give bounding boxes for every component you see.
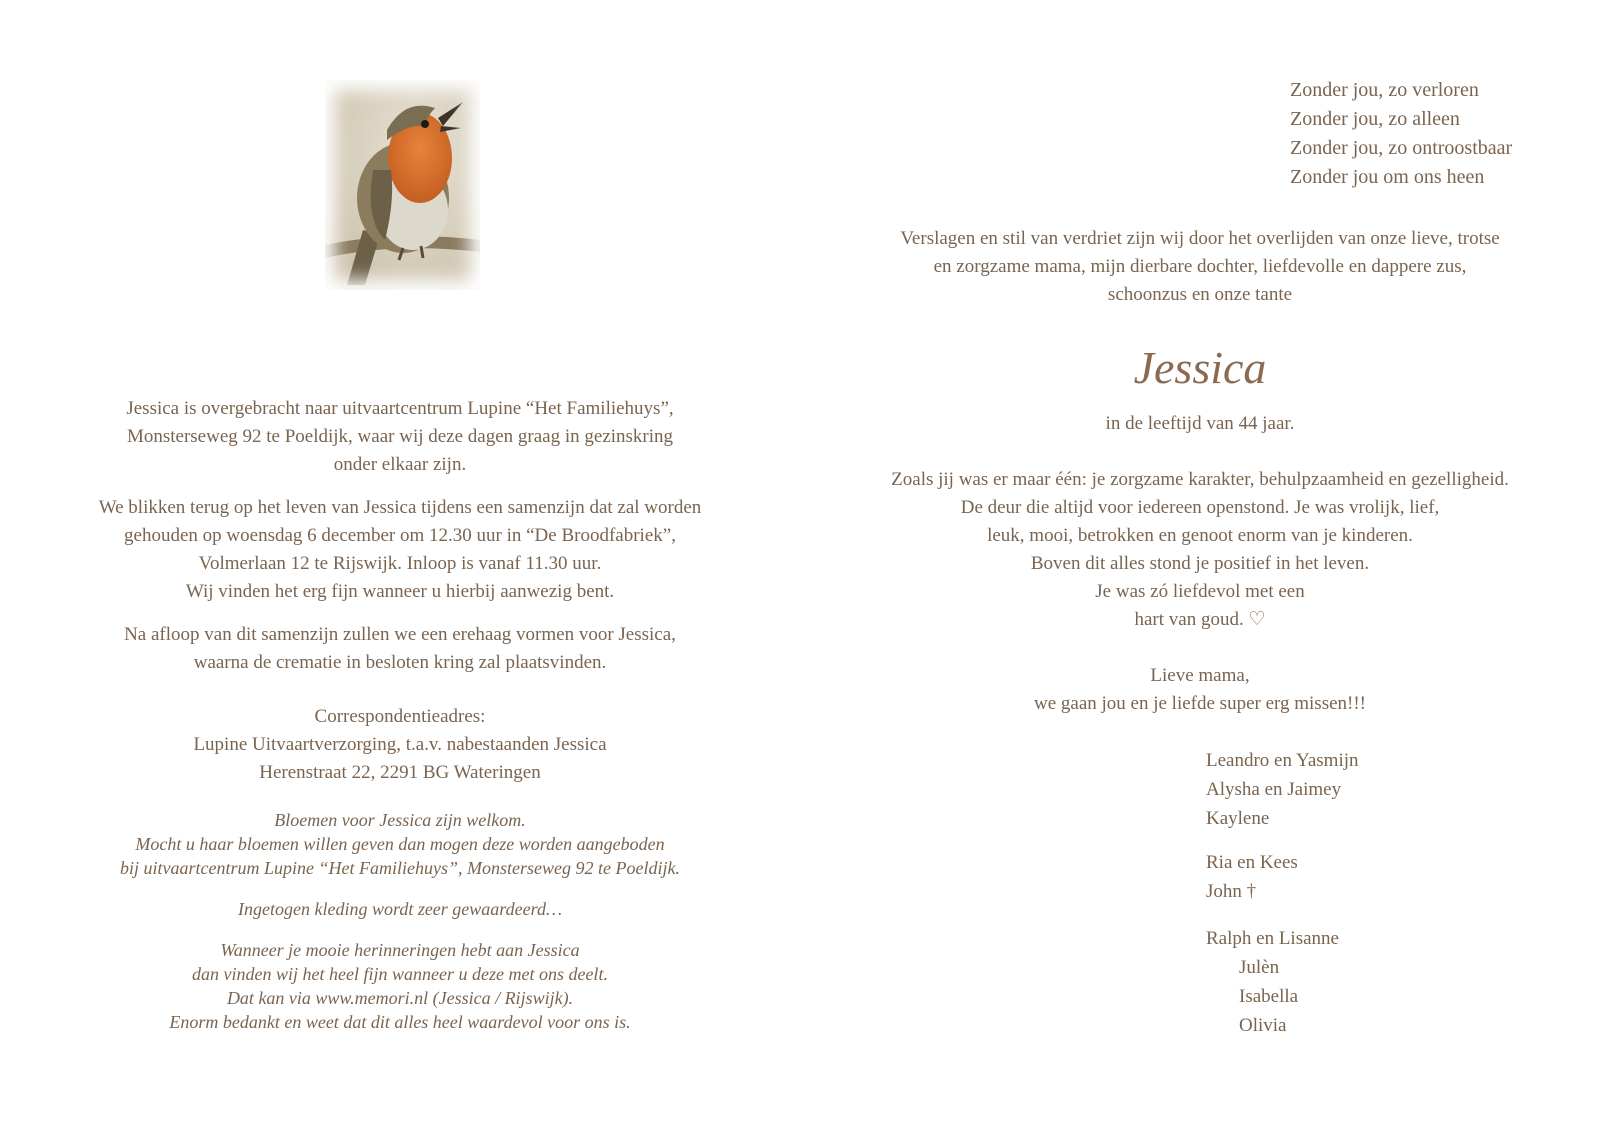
text-line: Wij vinden het erg fijn wanneer u hierbij aanwezig bent. <box>185 581 615 602</box>
correspondence-address <box>0 703 800 787</box>
deceased-name: Jessica <box>1133 342 1267 393</box>
family-group-1 <box>1206 746 1359 833</box>
text-line: Monsterseweg 92 te Poeldijk, waar wij deze dagen graag in gezinskring <box>126 426 674 447</box>
right-page <box>800 0 1600 1135</box>
text-line: in de leeftijd van 44 jaar. <box>1105 413 1295 434</box>
family-member: Olivia <box>1239 1015 1287 1036</box>
paragraph-gathering <box>0 494 800 606</box>
family-member: Ralph en Lisanne <box>1206 928 1339 949</box>
text-line: Verslagen en stil van verdriet zijn wij door het overlijden van onze lieve, trotse <box>900 228 1500 249</box>
text-line: Lieve mama, <box>1150 665 1250 686</box>
family-member: Isabella <box>1239 986 1299 1007</box>
family-member: Julèn <box>1239 957 1280 978</box>
family-member: Kaylene <box>1206 808 1270 829</box>
text-line: bij uitvaartcentrum Lupine “Het Familiehuys”, Monsterseweg 92 te Poeldijk. <box>120 858 680 878</box>
clothing-note <box>0 897 800 921</box>
text-line: Je was zó liefdevol met een <box>1095 581 1305 602</box>
text-line: Mocht u haar bloemen willen geven dan mogen deze worden aangeboden <box>135 834 665 854</box>
poem-line: Zonder jou, zo alleen <box>1290 108 1460 130</box>
poem-line: Zonder jou, zo ontroostbaar <box>1290 137 1513 159</box>
text-line: Boven dit alles stond je positief in het leven. <box>1030 553 1370 574</box>
memories-note <box>0 938 800 1034</box>
text-line: Wanneer je mooie herinneringen hebt aan Jessica <box>220 940 580 960</box>
text-line: Volmerlaan 12 te Rijswijk. Inloop is vanaf 11.30 uur. <box>198 553 602 574</box>
text-line: Ingetogen kleding wordt zeer gewaardeerd… <box>238 899 562 919</box>
text-line: We blikken terug op het leven van Jessica tijdens een samenzijn dat zal worden <box>98 497 702 518</box>
text-line: Lupine Uitvaartverzorging, t.a.v. nabestaanden Jessica <box>193 734 607 755</box>
text-line: en zorgzame mama, mijn dierbare dochter, liefdevolle en dappere zus, <box>933 256 1467 277</box>
poem-line: Zonder jou, zo verloren <box>1290 79 1479 101</box>
paragraph-cremation <box>0 621 800 677</box>
text-line: De deur die altijd voor iedereen openstond. Je was vrolijk, lief, <box>960 497 1440 518</box>
tribute <box>800 466 1600 634</box>
text-line: leuk, mooi, betrokken en genoot enorm van je kinderen. <box>987 525 1413 546</box>
age-line <box>800 410 1600 438</box>
family-group-3 <box>1206 924 1339 1040</box>
paragraph-transfer <box>0 395 800 479</box>
family-group-2 <box>1206 848 1298 906</box>
text-line: gehouden op woensdag 6 december om 12.30 uur in “De Broodfabriek”, <box>124 525 676 546</box>
text-line: dan vinden wij het heel fijn wanneer u deze met ons deelt. <box>192 964 608 984</box>
text-line: we gaan jou en je liefde super erg missen!!! <box>1033 693 1367 714</box>
text-line: Enorm bedankt en weet dat dit alles heel waardevol voor ons is. <box>169 1012 631 1032</box>
announcement <box>800 225 1600 309</box>
flowers-note <box>0 808 800 880</box>
family-member: John † <box>1206 881 1257 902</box>
text-line: Na afloop van dit samenzijn zullen we een erehaag vormen voor Jessica, <box>124 624 676 645</box>
text-line: Correspondentieadres: <box>314 706 486 727</box>
text-line: waarna de crematie in besloten kring zal plaatsvinden. <box>193 652 607 673</box>
text-line: schoonzus en onze tante <box>1107 284 1293 305</box>
text-line: Jessica is overgebracht naar uitvaartcentrum Lupine “Het Familiehuys”, <box>126 398 674 419</box>
text-line: Bloemen voor Jessica zijn welkom. <box>274 810 526 830</box>
family-member: Leandro en Yasmijn <box>1206 750 1359 771</box>
text-line: hart van goud. ♡ <box>1134 609 1266 630</box>
text-line: Dat kan via www.memori.nl (Jessica / Rijswijk). <box>226 988 574 1008</box>
poem <box>1290 76 1512 192</box>
robin-photo <box>325 80 480 290</box>
family-member: Alysha en Jaimey <box>1206 779 1342 800</box>
text-line: onder elkaar zijn. <box>333 454 467 475</box>
poem-line: Zonder jou om ons heen <box>1290 166 1485 188</box>
family-member: Ria en Kees <box>1206 852 1298 873</box>
text-line: Zoals jij was er maar één: je zorgzame karakter, behulpzaamheid en gezelligheid. <box>891 469 1509 490</box>
farewell <box>800 662 1600 718</box>
text-line: Herenstraat 22, 2291 BG Wateringen <box>259 762 541 783</box>
